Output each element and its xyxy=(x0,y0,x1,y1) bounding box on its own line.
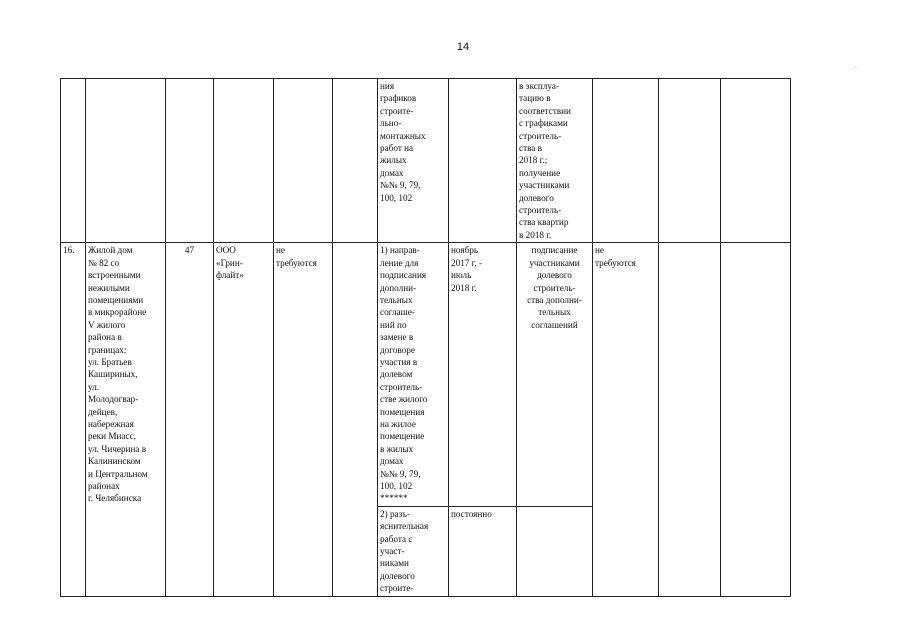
measure-2-text: 2) разъ- яснительная работа с участ- никами долевого строите- xyxy=(380,508,429,594)
count-value: 47 xyxy=(184,245,195,256)
cell-developer xyxy=(214,243,274,596)
cell-extra-1 xyxy=(659,243,721,596)
cell-object xyxy=(86,79,166,243)
cell-requirement xyxy=(274,79,333,243)
cell-empty xyxy=(333,243,378,596)
cell-term-1 xyxy=(449,243,517,507)
cell-measure-2 xyxy=(378,506,449,596)
cell-row-number xyxy=(61,243,86,596)
page-number: 14 xyxy=(456,41,470,53)
cell-note xyxy=(593,243,659,596)
cell-object xyxy=(86,243,166,596)
result-text: в эксплуа- тацию в соответствии с графиками строитель- ства в 2018 г.; получение участниками долевого строитель- ства квартир в 2018 г. xyxy=(519,81,571,240)
cell-count xyxy=(166,79,214,243)
measures-table xyxy=(60,78,791,597)
cell-measure-1 xyxy=(378,243,449,507)
note-text: не требуются xyxy=(595,245,636,268)
table-row-16 xyxy=(61,243,791,507)
cell-num xyxy=(61,79,86,243)
cell-term xyxy=(449,79,517,243)
cell-extra-2 xyxy=(721,243,791,596)
result-1-text: подписание участниками долевого строитель- ства дополни- тельных соглашений xyxy=(527,245,582,330)
measure-text: ния графиков строите- льно- монтажных работ на жилых домах №№ 9, 79, 100, 102 xyxy=(380,81,426,203)
cell-extra-2 xyxy=(721,79,791,243)
cell-result-2 xyxy=(517,506,593,596)
term-1-text: ноябрь 2017 г. - июль 2018 г. xyxy=(451,245,483,293)
term-2-text: постоянно xyxy=(451,508,492,519)
cell-result-1 xyxy=(517,243,593,507)
cell-requirement xyxy=(274,243,333,596)
developer-name: ООО «Грин- флайт» xyxy=(216,245,244,281)
corner-mark: . xyxy=(855,62,857,70)
row-number: 16. xyxy=(63,245,75,256)
cell-result xyxy=(517,79,593,243)
cell-note xyxy=(593,79,659,243)
cell-count xyxy=(166,243,214,596)
table-row-continued xyxy=(61,79,791,243)
cell-measure xyxy=(378,79,449,243)
object-description: Жилой дом № 82 со встроенными нежилыми помещениями в микрорайоне V жилого района в границах: ул. Братьев Кашириных, ул. Молодогвар- дейцев, набережная реки Миасс, ул. Чичерина в Калининском и Центральном районах г. Челябинска xyxy=(88,245,148,504)
cell-term-2 xyxy=(449,506,517,596)
requirement-text: не требуются xyxy=(276,245,317,268)
cell-empty xyxy=(333,79,378,243)
cell-developer xyxy=(214,79,274,243)
measure-1-text: 1) направ- ление для подписания дополни- тельных соглаше- ний по замене в договоре участия в долевом строитель- стве жилого помещения на жилое помещение в жилых домах №№ 9, 79, 100, 102 ****** xyxy=(380,245,428,504)
cell-extra-1 xyxy=(659,79,721,243)
